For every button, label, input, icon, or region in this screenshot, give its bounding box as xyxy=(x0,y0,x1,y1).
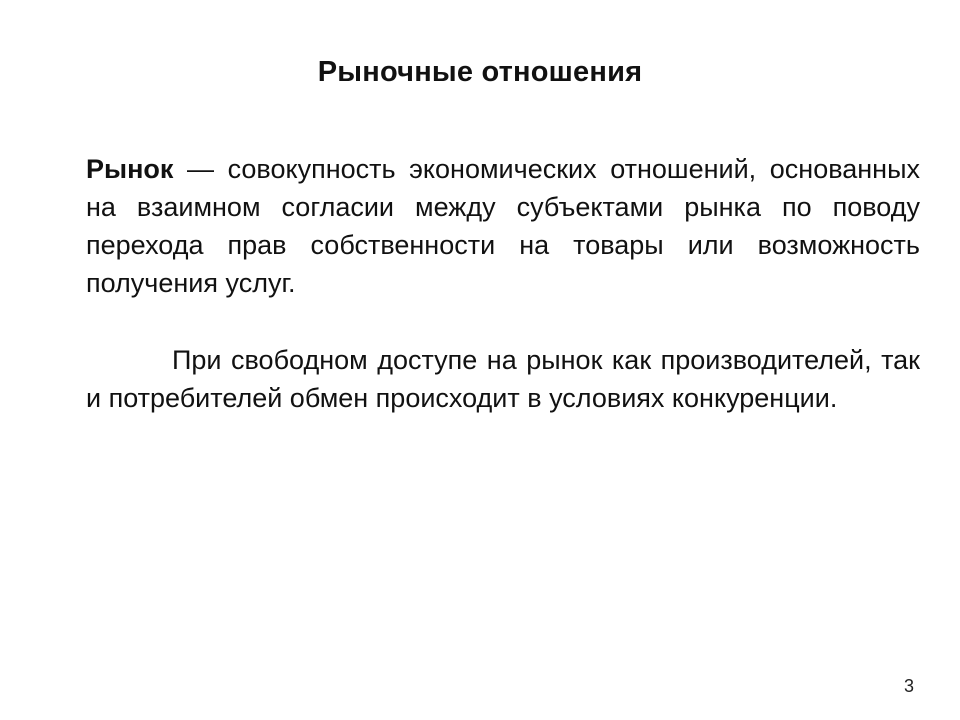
competition-text: При свободном доступе на рынок как производителей, так и потребителей обмен происходит в условиях конкуренции. xyxy=(86,345,920,413)
page-number: 3 xyxy=(903,676,914,696)
slide-body xyxy=(86,150,920,417)
definition-paragraph xyxy=(86,150,920,302)
definition-text: — совокупность экономических отношений, основанных на взаимном согласии между субъектами рынка по поводу перехода прав собственности на товары или возможность получения услуг. xyxy=(86,154,920,298)
competition-paragraph xyxy=(86,341,920,417)
slide-title: Рыночные отношения xyxy=(317,56,643,88)
definition-term: Рынок xyxy=(86,154,174,184)
